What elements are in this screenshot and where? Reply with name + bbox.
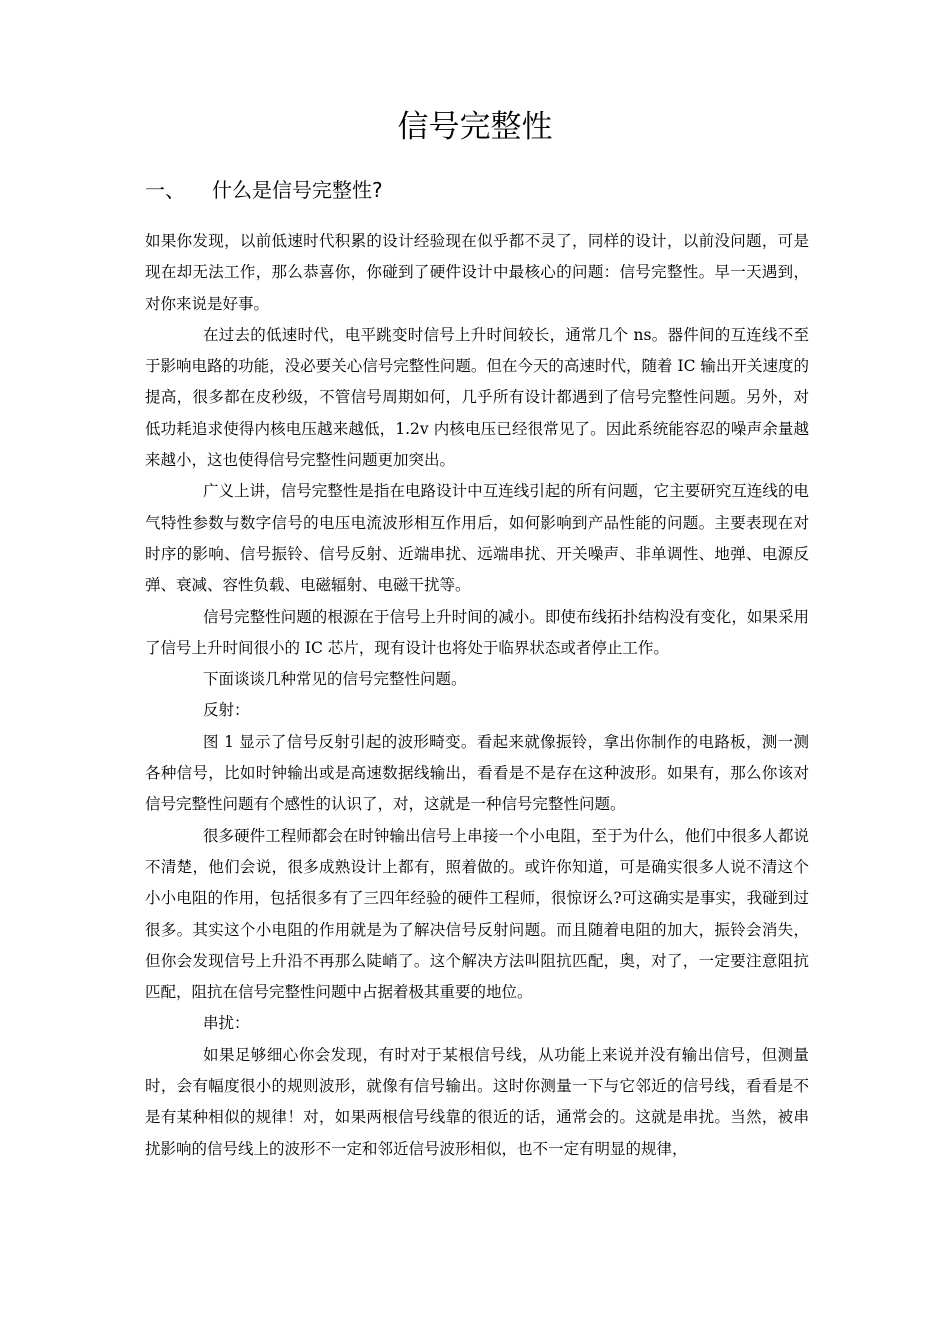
subheading-crosstalk: 串扰： xyxy=(203,1014,250,1033)
paragraph-definition: 广义上讲，信号完整性是指在电路设计中互连线引起的所有问题，它主要研究互连线的电气特性参数与数字信号的电压电流波形相互作用后，如何影响到产品性能的问题。主要表现在对时序的影响、信号振铃、信号反射、近端串扰、远端串扰、开关噪声、非单调性、地弹、电源反弹、衰减、容性负载、电磁辐射、电磁干扰等。 xyxy=(145,482,809,595)
section-heading xyxy=(145,172,383,208)
paragraph-crosstalk: 如果足够细心你会发现，有时对于某根信号线，从功能上来说并没有输出信号，但测量时，会有幅度很小的规则波形，就像有信号输出。这时你测量一下与它邻近的信号线，看看是不是有某种相似的规律！对，如果两根信号线靠的很近的话，通常会的。这就是串扰。当然，被串扰影响的信号线上的波形不一定和邻近信号波形相似，也不一定有明显的规律， xyxy=(145,1045,809,1158)
paragraph-low-speed-era: 在过去的低速时代，电平跳变时信号上升时间较长，通常几个 ns。器件间的互连线不至于影响电路的功能，没必要关心信号完整性问题。但在今天的高速时代，随着 IC 输出开关速度的提高，很多都在皮秒级，不管信号周期如何，几乎所有设计都遇到了信号完整性问题。另外，对低功耗追求使得内核电压越来越低，1.2v 内核电压已经很常见了。因此系统能容忍的噪声余量越来越小，这也使得信号完整性问题更加突出。 xyxy=(145,325,809,470)
paragraph-common-issues: 下面谈谈几种常见的信号完整性问题。 xyxy=(203,670,467,689)
section-title: 什么是信号完整性? xyxy=(212,178,383,202)
subheading-reflection: 反射： xyxy=(203,701,250,720)
paragraph-series-resistor: 很多硬件工程师都会在时钟输出信号上串接一个小电阻，至于为什么，他们中很多人都说不清楚，他们会说，很多成熟设计上都有，照着做的。或许你知道，可是确实很多人说不清这个小小电阻的作用，包括很多有了三四年经验的硬件工程师，很惊讶么?可这确实是事实，我碰到过很多。其实这个小电阻的作用就是为了解决信号反射问题。而且随着电阻的加大，振铃会消失，但你会发现信号上升沿不再那么陡峭了。这个解决方法叫阻抗匹配，奥，对了，一定要注意阻抗匹配，阻抗在信号完整性问题中占据着极其重要的地位。 xyxy=(145,826,809,1002)
paragraph-intro: 如果你发现，以前低速时代积累的设计经验现在似乎都不灵了，同样的设计，以前没问题，可是现在却无法工作，那么恭喜你，你碰到了硬件设计中最核心的问题：信号完整性。早一天遇到，对你来说是好事。 xyxy=(145,232,809,313)
section-number: 一、 xyxy=(145,178,185,202)
document-title: 信号完整性 xyxy=(397,109,553,145)
paragraph-root-cause: 信号完整性问题的根源在于信号上升时间的减小。即使布线拓扑结构没有变化，如果采用了信号上升时间很小的 IC 芯片，现有设计也将处于临界状态或者停止工作。 xyxy=(145,607,809,657)
paragraph-reflection-figure: 图 1 显示了信号反射引起的波形畸变。看起来就像振铃，拿出你制作的电路板，测一测各种信号，比如时钟输出或是高速数据线输出，看看是不是存在这种波形。如果有，那么你该对信号完整性问题有个感性的认识了，对，这就是一种信号完整性问题。 xyxy=(145,732,809,814)
document-body xyxy=(145,226,809,1165)
